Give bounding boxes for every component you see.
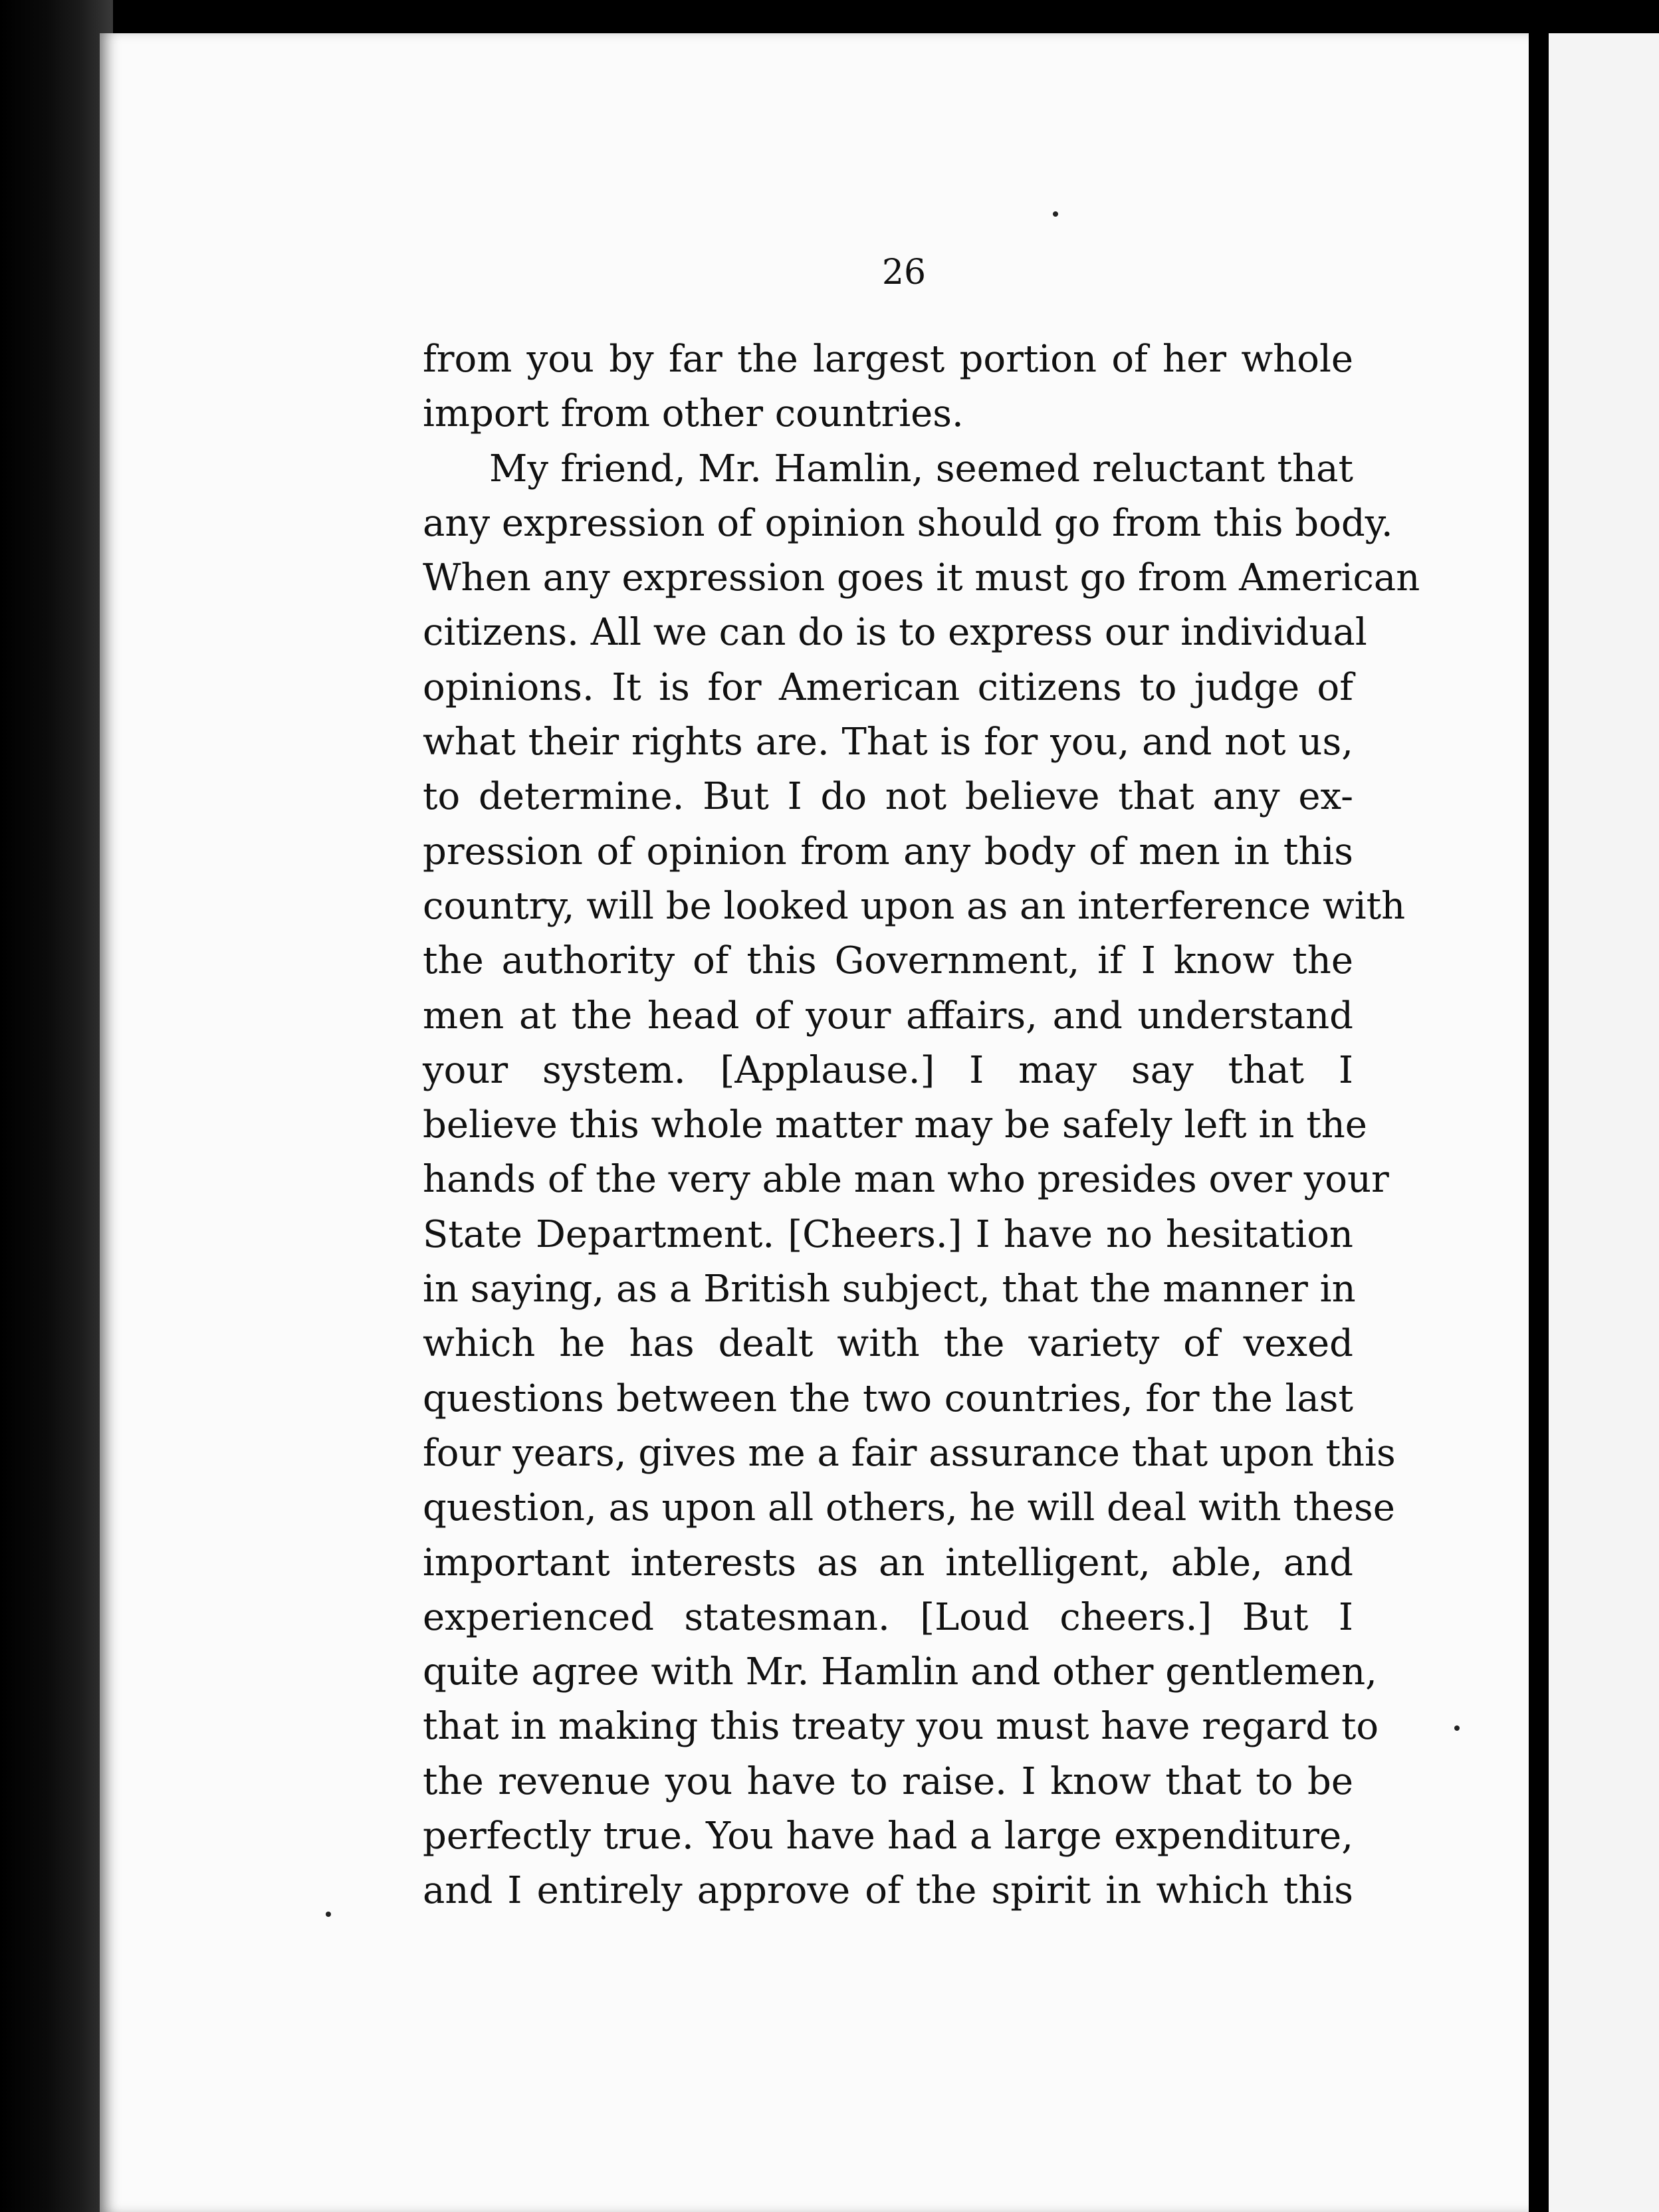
text-line: your system. [Applause.] I may say that I bbox=[423, 1048, 1353, 1092]
text-line: believe this whole matter may be safely left in the bbox=[423, 1103, 1367, 1147]
text-line: men at the head of your affairs, and understand bbox=[423, 994, 1353, 1038]
text-line: When any expression goes it must go from American bbox=[423, 556, 1420, 600]
text-line: pression of opinion from any body of men in this bbox=[423, 830, 1353, 873]
text-line: citizens. All we can do is to express our individual bbox=[423, 611, 1367, 655]
text-line: to determine. But I do not believe that any ex- bbox=[423, 775, 1353, 819]
ink-speck bbox=[1053, 211, 1058, 217]
text-line: My friend, Mr. Hamlin, seemed reluctant that bbox=[489, 447, 1353, 491]
ink-speck bbox=[1454, 1725, 1460, 1731]
page-number: 26 bbox=[881, 253, 927, 292]
text-line: any expression of opinion should go from this body. bbox=[423, 501, 1393, 545]
text-line: which he has dealt with the variety of vexed bbox=[423, 1322, 1353, 1366]
body-text bbox=[423, 332, 1420, 1919]
text-line: question, as upon all others, he will deal with these bbox=[423, 1486, 1395, 1530]
text-line: what their rights are. That is for you, and not us, bbox=[423, 720, 1353, 764]
text-line: State Department. [Cheers.] I have no hesitation bbox=[423, 1212, 1353, 1256]
text-line: questions between the two countries, for the last bbox=[423, 1377, 1353, 1420]
text-line: perfectly true. You have had a large expenditure, bbox=[423, 1815, 1353, 1858]
text-line: import from other countries. bbox=[423, 392, 964, 436]
text-line: the authority of this Government, if I know the bbox=[423, 939, 1353, 983]
text-line: that in making this treaty you must have regard to bbox=[423, 1705, 1379, 1749]
text-line: quite agree with Mr. Hamlin and other gentlemen, bbox=[423, 1650, 1377, 1694]
text-line: hands of the very able man who presides over your bbox=[423, 1158, 1389, 1202]
ink-speck bbox=[326, 1912, 331, 1917]
text-line: important interests as an intelligent, able, and bbox=[423, 1541, 1353, 1585]
text-line: the revenue you have to raise. I know that to be bbox=[423, 1759, 1353, 1803]
book-spine-shadow bbox=[0, 0, 113, 2212]
text-line: from you by far the largest portion of her whole bbox=[423, 338, 1353, 381]
text-line: country, will be looked upon as an interference with bbox=[423, 884, 1406, 928]
text-line: experienced statesman. [Loud cheers.] But I bbox=[423, 1595, 1353, 1639]
text-line: and I entirely approve of the spirit in which this bbox=[423, 1869, 1353, 1913]
text-line: in saying, as a British subject, that the manner in bbox=[423, 1268, 1356, 1311]
text-line: four years, gives me a fair assurance that upon this bbox=[423, 1431, 1396, 1475]
facing-page-edge bbox=[1549, 33, 1659, 2212]
text-line: opinions. It is for American citizens to judge of bbox=[423, 665, 1353, 709]
